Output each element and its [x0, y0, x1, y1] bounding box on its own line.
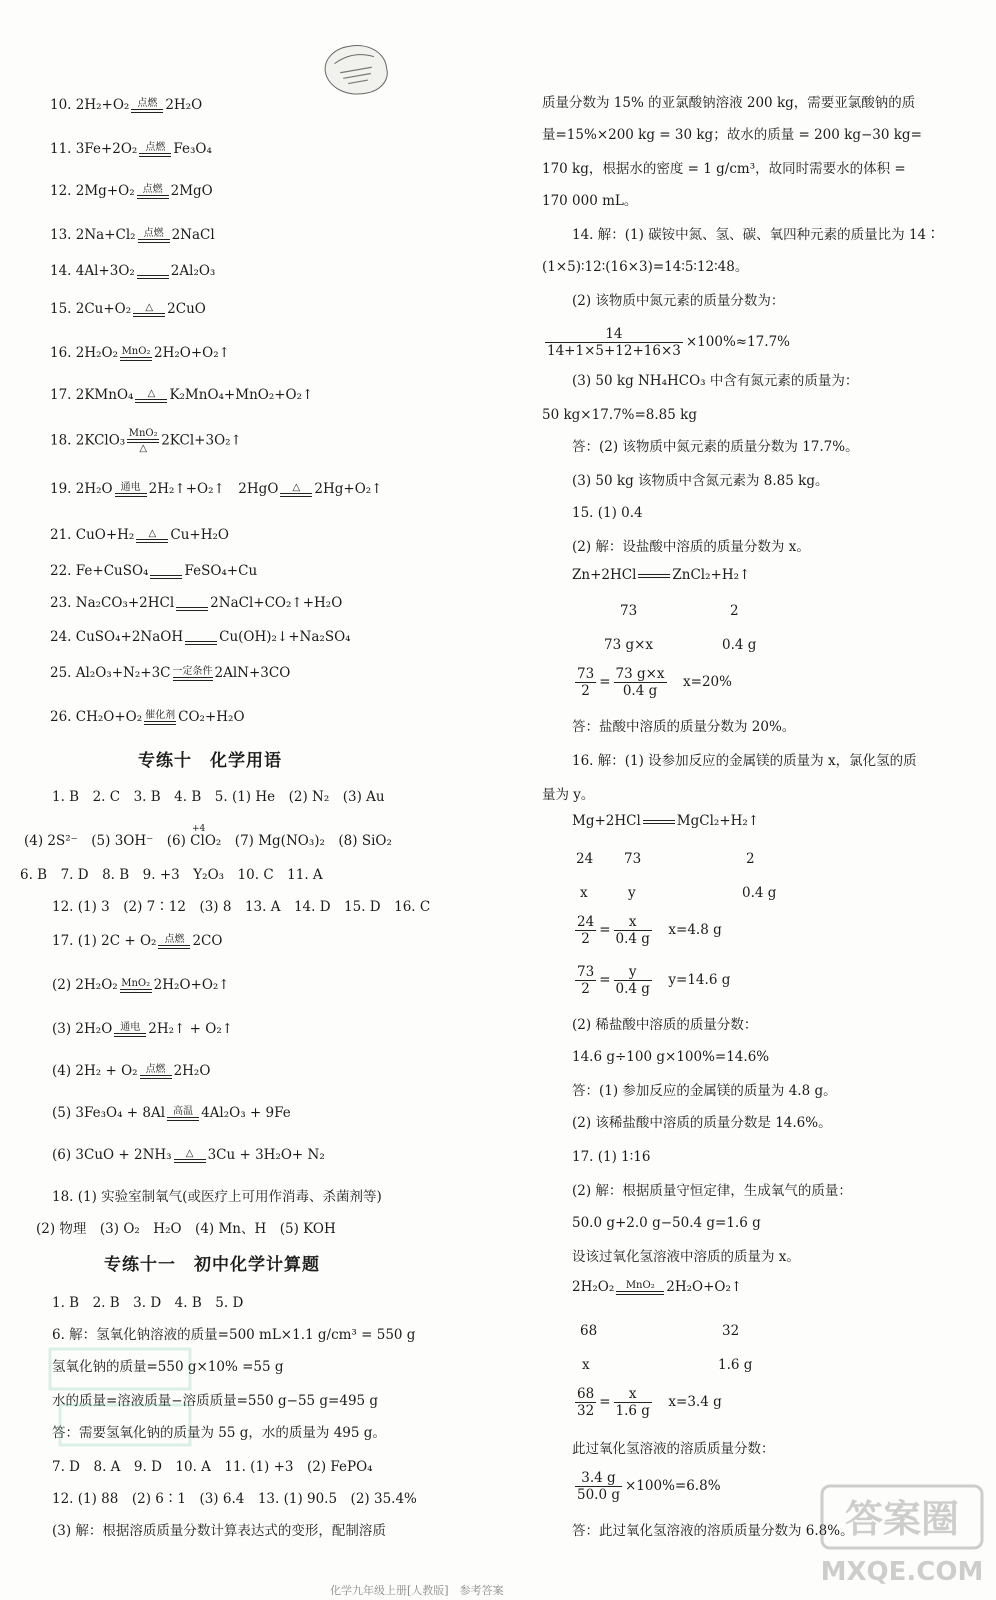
- q17-line: 此过氧化氢溶液的溶质质量分数：: [572, 1441, 775, 1457]
- s11-line: 12. (1) 88 (2) 6∶1 (3) 6.4 13. (1) 90.5 (2) 35.4%: [52, 1491, 417, 1507]
- reaction-arrow: [176, 596, 208, 611]
- q16-tail: 17. (1) 1∶16: [572, 1149, 651, 1165]
- reaction-arrow: 通电: [115, 482, 147, 497]
- q16-tail: 14.6 g÷100 g×100%=14.6%: [572, 1049, 770, 1065]
- equation-line: 25. Al₂O₃+N₂+3C 一定条件 2AlN+3CO: [50, 665, 291, 681]
- s11-line: 氢氧化钠的质量=550 g×10% =55 g: [52, 1359, 284, 1375]
- q15-row: 0.4 g: [722, 637, 757, 653]
- q15-row: 73: [620, 603, 638, 619]
- r-line: (2) 解：设盐酸中溶质的质量分数为 x。: [572, 539, 810, 555]
- s11-line: 1. B 2. B 3. D 4. B 5. D: [52, 1295, 244, 1311]
- r-line: (3) 50 kg NH₄HCO₃ 中含有氮元素的质量为：: [572, 373, 859, 389]
- r-line: 50 kg×17.7%=8.85 kg: [542, 407, 697, 423]
- q16-row: x: [580, 885, 588, 901]
- q16-tail: (2) 稀盐酸中溶质的质量分数：: [572, 1017, 758, 1033]
- equation-line: (3) 2H₂O 通电 2H₂↑ + O₂↑: [52, 1021, 234, 1037]
- equation-line: (5) 3Fe₃O₄ + 8Al 高温 4Al₂O₃ + 9Fe: [52, 1105, 291, 1121]
- reaction-arrow: △: [133, 302, 165, 317]
- reaction-arrow: [150, 564, 182, 579]
- s10-answer-line: 12. (1) 3 (2) 7∶12 (3) 8 13. A 14. D 15. D 16. C: [52, 899, 431, 915]
- s11-line: 7. D 8. A 9. D 10. A 11. (1) +3 (2) FePO₄: [52, 1459, 373, 1475]
- q16-row: 0.4 g: [742, 885, 777, 901]
- page-footer: 化学九年级上册[人教版] 参考答案: [330, 1584, 504, 1597]
- r-line: 量=15%×200 kg = 30 kg；故水的质量 = 200 kg−30 kg=: [542, 127, 922, 143]
- s10-tail-line: 18. (1) 实验室制氧气(或医疗上可用作消毒、杀菌剂等): [52, 1189, 382, 1205]
- equation-line: 22. Fe+CuSO₄ FeSO₄+Cu: [50, 563, 258, 579]
- reaction-arrow: 一定条件: [173, 666, 213, 681]
- svg-text:答案圈: 答案圈: [844, 1497, 960, 1541]
- q16-tail: 设该过氧化氢溶液中溶质的质量为 x。: [572, 1249, 800, 1265]
- r-line: 答：(2) 该物质中氮元素的质量分数为 17.7%。: [572, 439, 859, 455]
- reaction-arrow: △: [174, 1148, 206, 1163]
- equation-line: 15. 2Cu+O₂ △ 2CuO: [50, 301, 206, 317]
- equation-line: (2) 2H₂O₂ MnO₂ 2H₂O+O₂↑: [52, 977, 230, 993]
- equation-line: 17. 2KMnO₄ △ K₂MnO₄+MnO₂+O₂↑: [50, 387, 314, 403]
- reaction-arrow: 点燃: [137, 184, 169, 199]
- reaction-arrow: [185, 630, 217, 645]
- r-line: 质量分数为 15% 的亚氯酸钠溶液 200 kg，需要亚氯酸钠的质: [542, 95, 916, 111]
- s10-answer-line: 1. B 2. C 3. B 4. B 5. (1) He (2) N₂ (3) Au: [52, 789, 385, 805]
- equation-line: 21. CuO+H₂ △ Cu+H₂O: [50, 527, 229, 543]
- equation-line: 11. 3Fe+2O₂ 点燃 Fe₃O₄: [50, 141, 212, 157]
- s11-line: 水的质量=溶液质量−溶质质量=550 g−55 g=495 g: [52, 1393, 379, 1409]
- equation-line: 26. CH₂O+O₂ 催化剂 CO₂+H₂O: [50, 709, 245, 725]
- equation-line: 10. 2H₂+O₂ 点燃 2H₂O: [50, 97, 203, 113]
- svg-text:MXQE.COM: MXQE.COM: [820, 1557, 984, 1587]
- q16-tail: 50.0 g+2.0 g−50.4 g=1.6 g: [572, 1215, 761, 1231]
- q16-row: 24: [576, 851, 594, 867]
- reaction-arrow: MnO₂ △: [128, 428, 158, 454]
- reaction-arrow: △: [136, 528, 168, 543]
- reaction-arrow: 点燃: [139, 142, 171, 157]
- q14-fraction: $\frac{14}{14+1\times 5+12+16\times 3}$ ×100%≈17.7%: [547, 326, 790, 359]
- q15-ratio: $\frac{73}{2}$ = $\frac{73 g\times x}{0.4 g}$ x=20%: [577, 666, 732, 699]
- equation-line: 16. 2H₂O₂ MnO₂ 2H₂O+O₂↑: [50, 345, 230, 361]
- q17-row: x: [582, 1357, 590, 1373]
- q15-row: 73 g×x: [604, 637, 654, 653]
- s11-line: 6. 解：氢氧化钠溶液的质量=500 mL×1.1 g/cm³ = 550 g: [52, 1327, 416, 1343]
- heading-section-11: 专练十一 初中化学计算题: [104, 1255, 320, 1275]
- r-line: 170 000 mL。: [542, 193, 638, 209]
- equation-line: 18. 2KClO₃ MnO₂ △ 2KCl+3O₂↑: [50, 428, 242, 454]
- heading-section-10: 专练十 化学用语: [138, 751, 282, 771]
- equation-line: (4) 2H₂ + O₂ 点燃 2H₂O: [52, 1063, 211, 1079]
- reaction-arrow: 点燃: [158, 934, 190, 949]
- reaction-arrow: MnO₂: [120, 978, 152, 993]
- q17-row: 1.6 g: [718, 1357, 753, 1373]
- q17-equation: 2H₂O₂ MnO₂ 2H₂O+O₂↑: [572, 1279, 743, 1295]
- s11-line: 答：需要氢氧化钠的质量为 55 g，水的质量为 495 g。: [52, 1425, 386, 1441]
- s10-answer-line: 6. B 7. D 8. B 9. +3 Y₂O₃ 10. C 11. A: [20, 867, 323, 883]
- q16-tail: (2) 解：根据质量守恒定律，生成氧气的质量：: [572, 1183, 852, 1199]
- q17-fraction: $\frac{3.4 g}{50.0 g}$ ×100%=6.8%: [577, 1470, 721, 1503]
- reaction-arrow: MnO₂: [120, 346, 152, 361]
- watermark-graphic: [48, 1345, 198, 1455]
- clo2-charge: +4: [192, 824, 206, 834]
- q16-line: 量为 y。: [542, 787, 595, 803]
- equation-line: 23. Na₂CO₃+2HCl 2NaCl+CO₂↑+H₂O: [50, 595, 343, 611]
- q16-row: y: [628, 885, 636, 901]
- equation-line: (6) 3CuO + 2NH₃ △ 3Cu + 3H₂O+ N₂: [52, 1147, 325, 1163]
- reaction-arrow: 催化剂: [144, 710, 176, 725]
- r-line: (2) 该物质中氮元素的质量分数为：: [572, 293, 785, 309]
- reaction-arrow: 点燃: [131, 98, 163, 113]
- q16-row: 73: [624, 851, 642, 867]
- equation-line: 12. 2Mg+O₂ 点燃 2MgO: [50, 183, 213, 199]
- q17-ratio: $\frac{68}{32}$ = $\frac{x}{1.6 g}$ x=3.4 g: [577, 1386, 722, 1419]
- reaction-arrow: 点燃: [138, 228, 170, 243]
- reaction-arrow: △: [135, 388, 167, 403]
- r-line: 170 kg，根据水的密度 = 1 g/cm³，故同时需要水的体积 =: [542, 161, 906, 177]
- q16-ratio: $\frac{24}{2}$ = $\frac{x}{0.4 g}$ x=4.8 g: [577, 914, 722, 947]
- q16-ratio: $\frac{73}{2}$ = $\frac{y}{0.4 g}$ y=14.6 g: [577, 964, 731, 997]
- q17-row: 68: [580, 1323, 598, 1339]
- equation-line: 19. 2H₂O 通电 2H₂↑+O₂↑ 2HgO △ 2Hg+O₂↑: [50, 481, 383, 497]
- reaction-arrow: [137, 264, 169, 279]
- reaction-arrow: 点燃: [140, 1064, 172, 1079]
- equation-line: 13. 2Na+Cl₂ 点燃 2NaCl: [50, 227, 215, 243]
- q15-row: 2: [730, 603, 739, 619]
- reaction-arrow: 高温: [167, 1106, 199, 1121]
- s11-line: (3) 解：根据溶质质量分数计算表达式的变形，配制溶质: [52, 1523, 386, 1539]
- q15-equation: Zn+2HCl ZnCl₂+H₂↑: [572, 567, 751, 583]
- q16-row: 2: [746, 851, 755, 867]
- q17-answer: 答：此过氧化氢溶液的溶质质量分数为 6.8%。: [572, 1523, 854, 1539]
- s10-answer-line: (4) 2S²⁻ (5) 3OH⁻ (6) ClO₂ (7) Mg(NO₃)₂ (8) SiO₂ +4: [24, 832, 392, 850]
- reaction-arrow: 通电: [114, 1022, 146, 1037]
- q16-tail: 答：(1) 参加反应的金属镁的质量为 4.8 g。: [572, 1083, 837, 1099]
- watermark-logo: [818, 1480, 988, 1595]
- q16-line: 16. 解：(1) 设参加反应的金属镁的质量为 x，氯化氢的质: [572, 753, 917, 769]
- r-line: 14. 解：(1) 碳铵中氮、氢、碳、氧四种元素的质量比为 14∶: [572, 227, 940, 243]
- q15-answer: 答：盐酸中溶质的质量分数为 20%。: [572, 719, 796, 735]
- equation-line: 24. CuSO₄+2NaOH Cu(OH)₂↓+Na₂SO₄: [50, 629, 351, 645]
- q16-tail: (2) 该稀盐酸中溶质的质量分数是 14.6%。: [572, 1115, 832, 1131]
- right-column: [532, 0, 996, 1600]
- r-line: (1×5)∶12∶(16×3)=14∶5∶12∶48。: [542, 259, 749, 275]
- r-line: 15. (1) 0.4: [572, 505, 643, 521]
- q16-equation: Mg+2HCl MgCl₂+H₂↑: [572, 813, 760, 829]
- q17-row: 32: [722, 1323, 740, 1339]
- s10-tail-line: (2) 物理 (3) O₂ H₂O (4) Mn、H (5) KOH: [36, 1221, 336, 1237]
- r-line: (3) 50 kg 该物质中含氮元素为 8.85 kg。: [572, 473, 829, 489]
- equation-line: 17. (1) 2C + O₂ 点燃 2CO: [52, 933, 223, 949]
- equation-line: 14. 4Al+3O₂ 2Al₂O₃: [50, 263, 216, 279]
